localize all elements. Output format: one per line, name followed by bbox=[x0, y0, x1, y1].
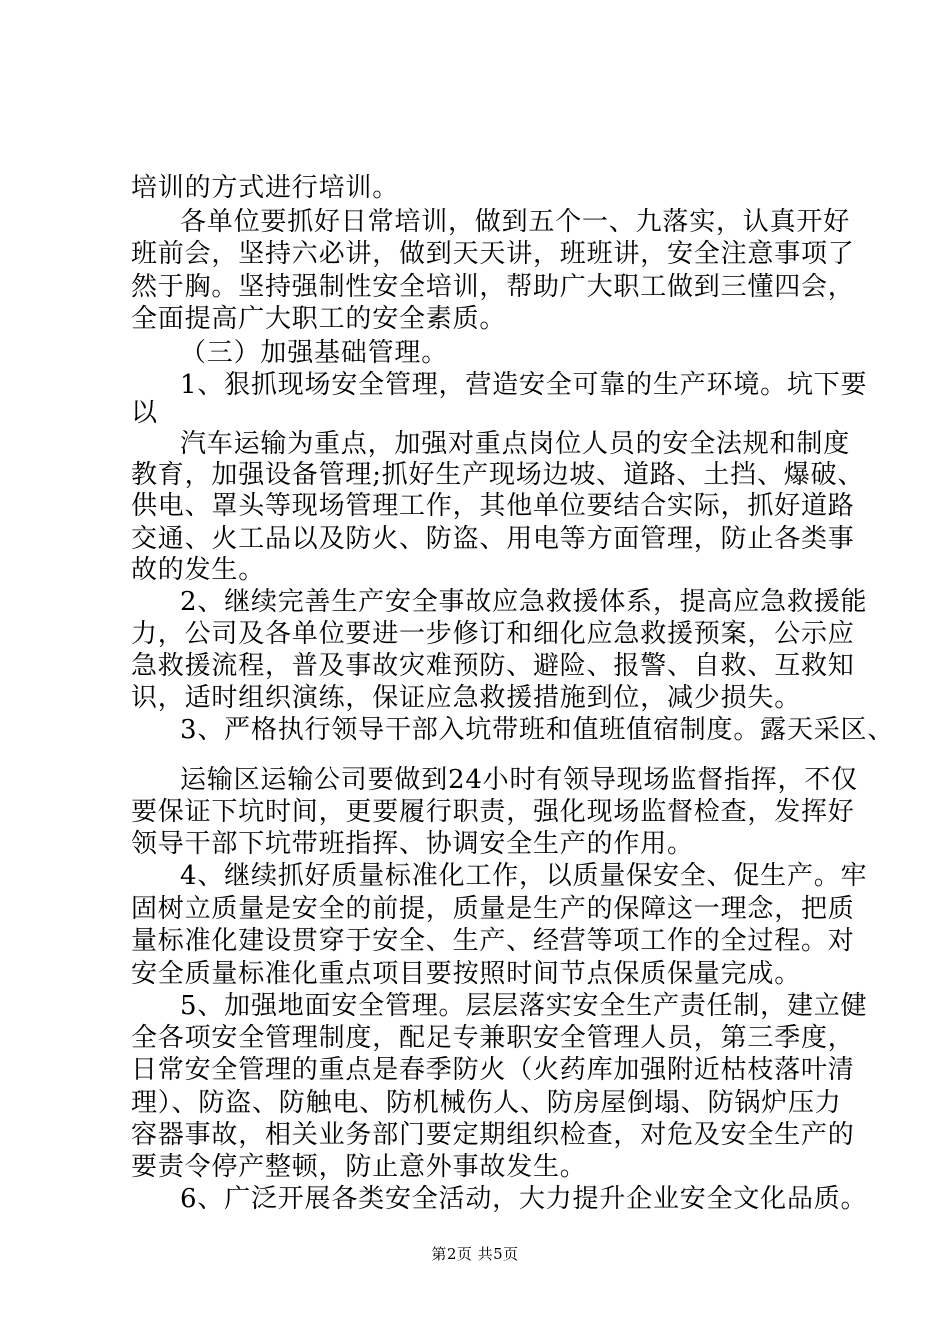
text-line: 要保证下坑时间，更要履行职责，强化现场监督检查，发挥好 bbox=[131, 797, 855, 827]
text-line: 要责令停产整顿，防止意外事故发生。 bbox=[131, 1152, 587, 1182]
text-line: 5、加强地面安全管理。层层落实安全生产责任制，建立健 bbox=[180, 991, 868, 1021]
text-line: 班前会，坚持六必讲，做到天天讲，班班讲，安全注意事项了 bbox=[131, 239, 855, 269]
text-line: 培训的方式进行培训。 bbox=[131, 173, 400, 203]
text-line: 固树立质量是安全的前提，质量是生产的保障这一理念，把质 bbox=[131, 894, 855, 924]
text-line: 4、继续抓好质量标准化工作，以质量保安全、促生产。牢 bbox=[180, 861, 868, 891]
text-line: 1、狠抓现场安全管理，营造安全可靠的生产环境。坑下要 bbox=[180, 370, 868, 400]
text-line: 识，适时组织演练，保证应急救援措施到位，减少损失。 bbox=[131, 683, 802, 713]
text-line: 量标准化建设贯穿于安全、生产、经营等项工作的全过程。对 bbox=[131, 926, 855, 956]
text-line: 交通、火工品以及防火、防盗、用电等方面管理，防止各类事 bbox=[131, 524, 855, 554]
text-line: 容器事故，相关业务部门要定期组织检查，对危及安全生产的 bbox=[131, 1120, 855, 1150]
text-line: 故的发生。 bbox=[131, 555, 266, 585]
text-line: 以 bbox=[131, 398, 158, 428]
text-line: 领导干部下坑带班指挥、协调安全生产的作用。 bbox=[131, 829, 694, 859]
text-line: 运输区运输公司要做到24小时有领导现场监督指挥，不仅 bbox=[180, 765, 858, 795]
text-line: 6、广泛开展各类安全活动，大力提升企业安全文化品质。 bbox=[180, 1184, 868, 1214]
text-line: 理）、防盗、防触电、防机械伤人、防房屋倒塌、防锅炉压力 bbox=[131, 1088, 842, 1118]
text-line: 供电、罩头等现场管理工作，其他单位要结合实际，抓好道路 bbox=[131, 491, 855, 521]
text-line: 全各项安全管理制度，配足专兼职安全管理人员，第三季度， bbox=[131, 1023, 855, 1053]
page-number-footer: 第2页 共5页 bbox=[431, 1245, 519, 1263]
text-line: 日常安全管理的重点是春季防火（火药库加强附近枯枝落叶清 bbox=[131, 1055, 855, 1085]
text-line: 然于胸。坚持强制性安全培训，帮助广大职工做到三懂四会， bbox=[131, 272, 855, 302]
text-line: 3、严格执行领导干部入坑带班和值班值宿制度。露天采区、 bbox=[180, 715, 895, 745]
text-line: 急救援流程，普及事故灾难预防、避险、报警、自救、互救知 bbox=[131, 651, 855, 681]
section-heading: （三）加强基础管理。 bbox=[180, 338, 449, 368]
text-line: 各单位要抓好日常培训，做到五个一、九落实，认真开好 bbox=[180, 207, 851, 237]
text-line: 2、继续完善生产安全事故应急救援体系，提高应急救援能 bbox=[180, 587, 868, 617]
text-line: 力，公司及各单位要进一步修订和细化应急救援预案，公示应 bbox=[131, 619, 855, 649]
text-line: 安全质量标准化重点项目要按照时间节点保质保量完成。 bbox=[131, 959, 802, 989]
text-line: 教育，加强设备管理;抓好生产现场边坡、道路、土挡、爆破、 bbox=[131, 460, 865, 490]
text-line: 汽车运输为重点，加强对重点岗位人员的安全法规和制度 bbox=[180, 429, 851, 459]
text-line: 全面提高广大职工的安全素质。 bbox=[131, 304, 507, 334]
